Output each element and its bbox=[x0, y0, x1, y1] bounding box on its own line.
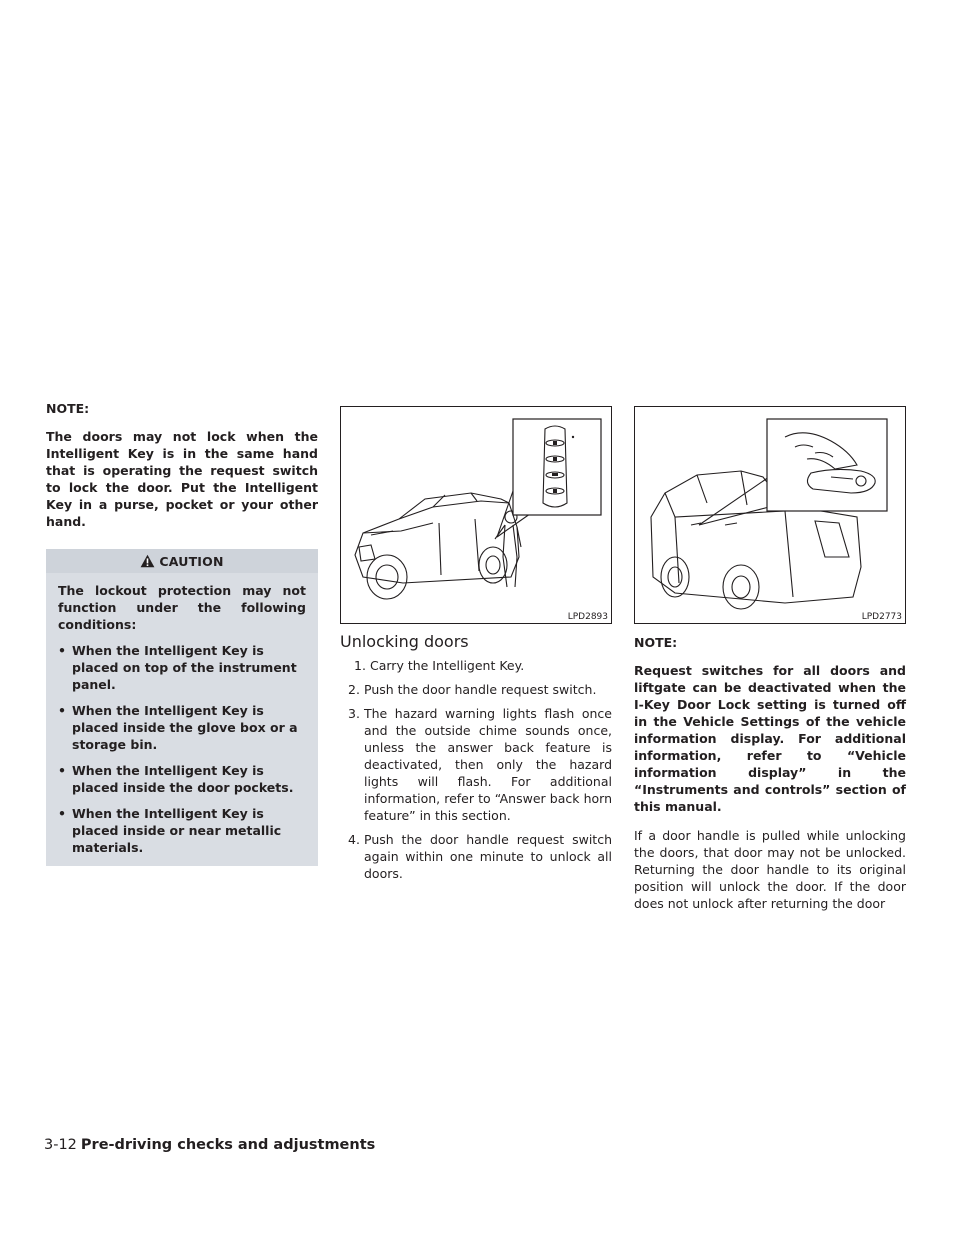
caution-item: • When the Intelligent Key is placed inside the door pockets. bbox=[58, 763, 294, 795]
figure-car-with-person bbox=[340, 406, 612, 624]
body-paragraph: If a door handle is pulled while unlocking the doors, that door may not be unlocked. Returning the door handle to its original position will unlock the door. If the door does not unlock after returning the door bbox=[634, 828, 906, 911]
note-title: NOTE: bbox=[46, 401, 90, 416]
warning-icon bbox=[140, 554, 155, 568]
note-title: NOTE: bbox=[634, 635, 678, 650]
caution-item: • When the Intelligent Key is placed on top of the instrument panel. bbox=[58, 643, 297, 692]
column-right bbox=[634, 406, 906, 912]
section-title: Unlocking doors bbox=[340, 632, 469, 651]
step-item: 3. The hazard warning lights flash once and the outside chime sounds once, unless the answer back feature is deactivated, then only the hazard lights will flash. For additional information, refer to “Answer back horn feature” in this section. bbox=[348, 706, 612, 823]
column-middle bbox=[340, 406, 612, 889]
figure-door-handle bbox=[634, 406, 906, 624]
step-item: 2. Push the door handle request switch. bbox=[348, 682, 597, 697]
car-illustration bbox=[341, 407, 613, 625]
chapter-title: Pre-driving checks and adjustments bbox=[80, 1137, 376, 1153]
figure-code: LPD2893 bbox=[567, 612, 608, 622]
bullet-icon: • bbox=[58, 763, 66, 778]
caution-intro: The lockout protection may not function under the following conditions: bbox=[58, 583, 306, 632]
bullet-icon: • bbox=[58, 806, 66, 821]
caution-item: • When the Intelligent Key is placed inside or near metallic materials. bbox=[58, 806, 282, 855]
note-body: The doors may not lock when the Intelligent Key is in the same hand that is operating the request switch to lock the door. Put the Intelligent Key in a purse, pocket or your other hand. bbox=[46, 429, 318, 529]
figure-code: LPD2773 bbox=[861, 612, 902, 622]
note-body: Request switches for all doors and liftgate can be deactivated when the I-Key Door Lock setting is turned off in the Vehicle Settings of the vehicle information display. For additional information, refer to “Vehicle information display” in the “Instruments and controls” section of this manual. bbox=[634, 663, 906, 814]
caution-list bbox=[46, 642, 318, 856]
page-number: 3-12 bbox=[44, 1137, 77, 1153]
bullet-icon: • bbox=[58, 643, 66, 658]
bullet-icon: • bbox=[58, 703, 66, 718]
unlock-steps bbox=[340, 657, 612, 882]
caution-box bbox=[46, 549, 318, 866]
caution-title: CAUTION bbox=[159, 553, 224, 569]
step-item: 4. Push the door handle request switch again within one minute to unlock all doors. bbox=[348, 832, 612, 881]
caution-item: • When the Intelligent Key is placed inside the glove box or a storage bin. bbox=[58, 703, 298, 752]
step-item: 1. Carry the Intelligent Key. bbox=[354, 658, 525, 673]
door-handle-illustration bbox=[635, 407, 907, 625]
caution-header bbox=[46, 549, 318, 573]
column-left bbox=[46, 401, 318, 866]
page-footer bbox=[44, 1137, 375, 1153]
